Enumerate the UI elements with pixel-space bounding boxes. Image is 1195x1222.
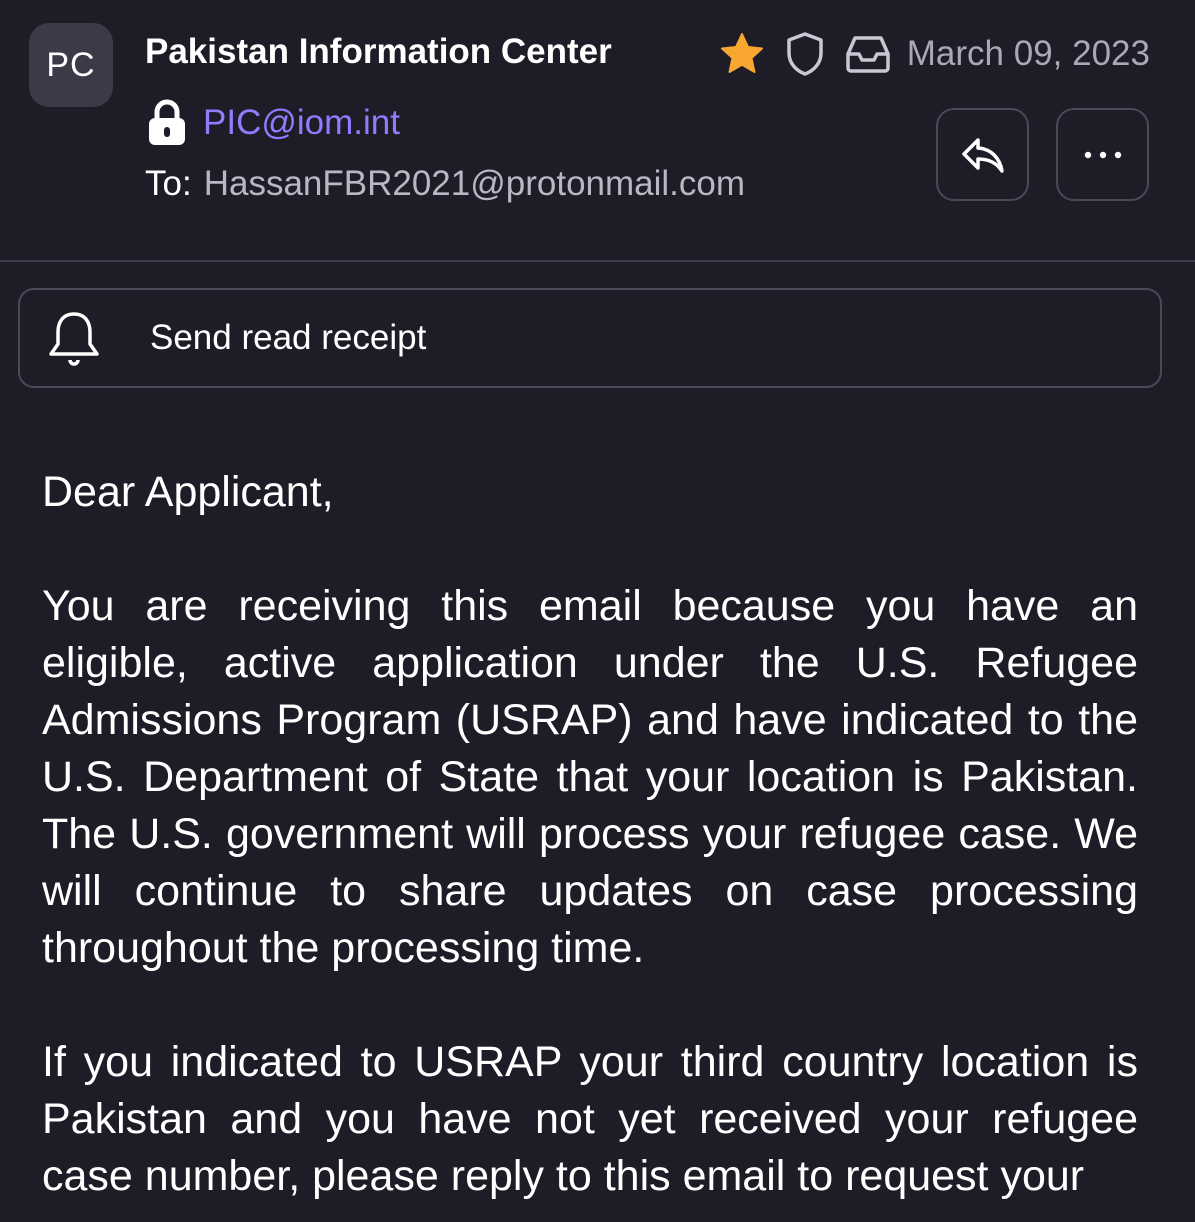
body-paragraph: If you indicated to USRAP your third country location is Pakistan and you have not yet received your refugee case number, please reply to this email to request your bbox=[42, 1038, 1138, 1200]
send-read-receipt-button[interactable] bbox=[18, 288, 1162, 388]
message-meta bbox=[719, 28, 1150, 80]
to-label: To: bbox=[145, 164, 192, 203]
recipient-row bbox=[145, 164, 745, 204]
bell-icon bbox=[46, 308, 102, 368]
reply-button[interactable] bbox=[936, 108, 1029, 201]
star-icon[interactable] bbox=[719, 32, 765, 76]
more-options-button[interactable] bbox=[1056, 108, 1149, 201]
lock-icon bbox=[147, 99, 187, 147]
header-divider bbox=[0, 260, 1195, 262]
inbox-icon[interactable] bbox=[845, 34, 891, 74]
read-receipt-label: Send read receipt bbox=[150, 318, 427, 357]
sender-address-row bbox=[147, 98, 400, 148]
sender-avatar[interactable]: PC bbox=[29, 23, 113, 107]
message-date: March 09, 2023 bbox=[906, 34, 1150, 73]
message-body bbox=[42, 464, 1138, 1222]
body-paragraph: You are receiving this email because you have an eligible, active application under the U.S. Refugee Admissions Program (USRAP) and have indicated to the U.S. Department of State that your location is Pakistan. The U.S. government will process your refugee case. We will continue to share updates on case processing throughout the processing time. bbox=[42, 582, 1138, 972]
greeting: Dear Applicant, bbox=[42, 468, 334, 516]
reply-icon bbox=[960, 135, 1006, 175]
sender-email[interactable]: PIC@iom.int bbox=[203, 103, 400, 142]
shield-icon[interactable] bbox=[785, 31, 825, 77]
more-icon bbox=[1083, 150, 1123, 160]
sender-name[interactable]: Pakistan Information Center bbox=[145, 32, 612, 71]
recipient-address[interactable]: HassanFBR2021@protonmail.com bbox=[203, 164, 746, 203]
